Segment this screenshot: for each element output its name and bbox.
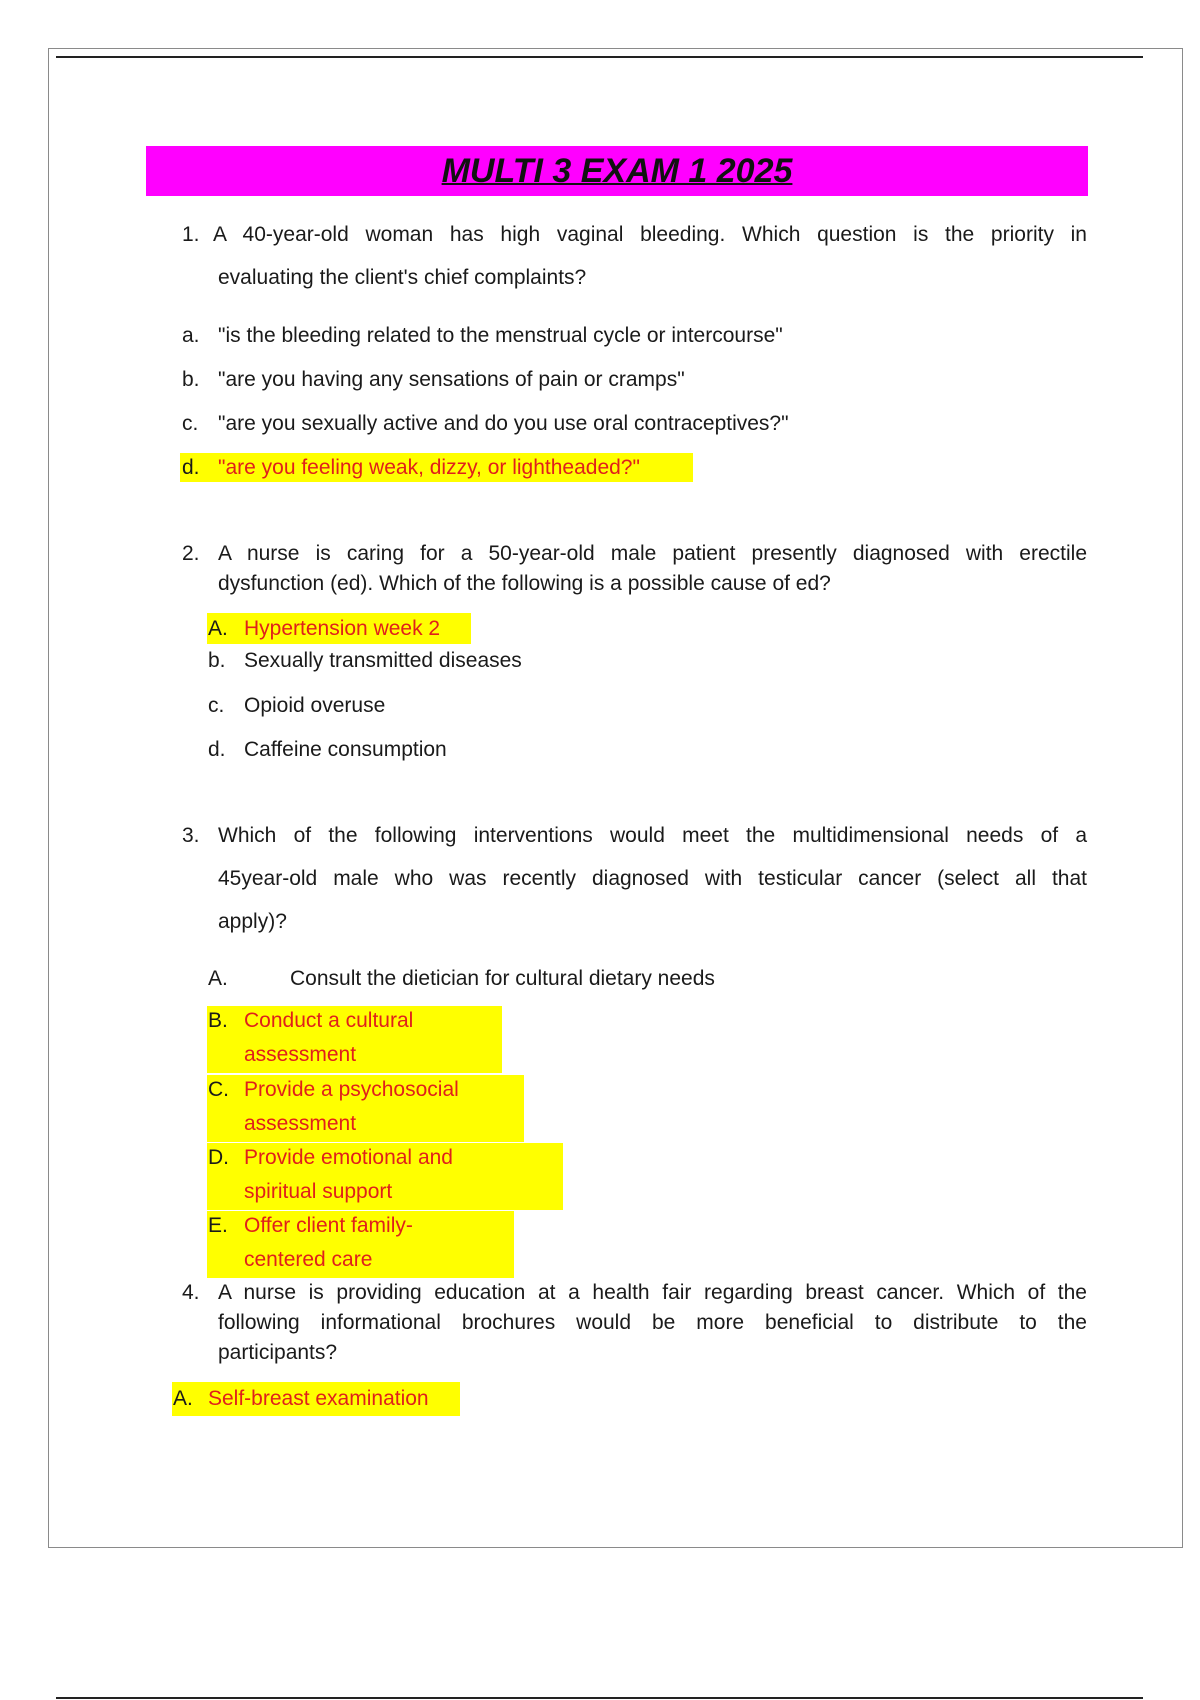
question-text-line: apply)? xyxy=(218,910,287,933)
question-text-line: A nurse is caring for a 50-year-old male patient presently diagnosed with erectile xyxy=(218,542,1087,565)
correct-answer-text: Provide a psychosocial assessment xyxy=(244,1078,459,1135)
option-letter: c. xyxy=(208,694,225,717)
question-text-line: participants? xyxy=(218,1341,338,1364)
option-letter: b. xyxy=(208,649,226,672)
title-banner xyxy=(146,146,1088,196)
option-letter: C. xyxy=(208,1078,229,1101)
footer-rule xyxy=(56,1697,1143,1699)
option-text: "are you sexually active and do you use oral contraceptives?" xyxy=(218,412,789,435)
correct-answer-text: Offer client family- centered care xyxy=(244,1214,413,1271)
option-letter: D. xyxy=(208,1146,229,1169)
question-number: 3. xyxy=(182,824,200,847)
option-text: Opioid overuse xyxy=(244,694,386,717)
question-number: 2. xyxy=(182,542,200,565)
correct-answer-text: Self-breast examination xyxy=(208,1387,429,1410)
option-letter: A. xyxy=(208,617,228,640)
question-text-line: dysfunction (ed). Which of the following is a possible cause of ed? xyxy=(218,572,831,595)
option-letter: A. xyxy=(208,967,228,990)
question-text-line: following informational brochures would be more beneficial to distribute to the xyxy=(218,1311,1087,1334)
correct-answer-text: Hypertension week 2 xyxy=(244,617,441,640)
correct-answer-text: Provide emotional and spiritual support xyxy=(244,1146,453,1203)
option-letter: d. xyxy=(182,456,200,479)
question-text-line: 45year-old male who was recently diagnosed with testicular cancer (select all that xyxy=(218,867,1087,890)
option-letter: E. xyxy=(208,1214,228,1237)
correct-answer-text: "are you feeling weak, dizzy, or lightheaded?" xyxy=(218,456,640,479)
header-rule xyxy=(56,56,1143,58)
question-text-line: A nurse is providing education at a health fair regarding breast cancer. Which of the xyxy=(218,1281,1087,1304)
question-text-line: evaluating the client's chief complaints? xyxy=(218,266,587,289)
question-number: 1. xyxy=(182,223,200,246)
option-text: Sexually transmitted diseases xyxy=(244,649,522,672)
option-letter: B. xyxy=(208,1009,228,1032)
option-text: "are you having any sensations of pain or cramps" xyxy=(218,368,685,391)
option-letter: b. xyxy=(182,368,200,391)
option-letter: a. xyxy=(182,324,200,347)
question-text-line: A 40-year-old woman has high vaginal bleeding. Which question is the priority in xyxy=(213,223,1087,246)
option-text: "is the bleeding related to the menstrual cycle or intercourse" xyxy=(218,324,783,347)
option-text: Caffeine consumption xyxy=(244,738,447,761)
option-letter: A. xyxy=(173,1387,193,1410)
exam-title: MULTI 3 EXAM 1 2025 xyxy=(441,152,793,190)
correct-answer-text: Conduct a cultural assessment xyxy=(244,1009,414,1066)
question-number: 4. xyxy=(182,1281,200,1304)
option-letter: c. xyxy=(182,412,199,435)
option-text: Consult the dietician for cultural dietary needs xyxy=(290,967,715,990)
question-text-line: Which of the following interventions would meet the multidimensional needs of a xyxy=(218,824,1087,847)
option-letter: d. xyxy=(208,738,226,761)
